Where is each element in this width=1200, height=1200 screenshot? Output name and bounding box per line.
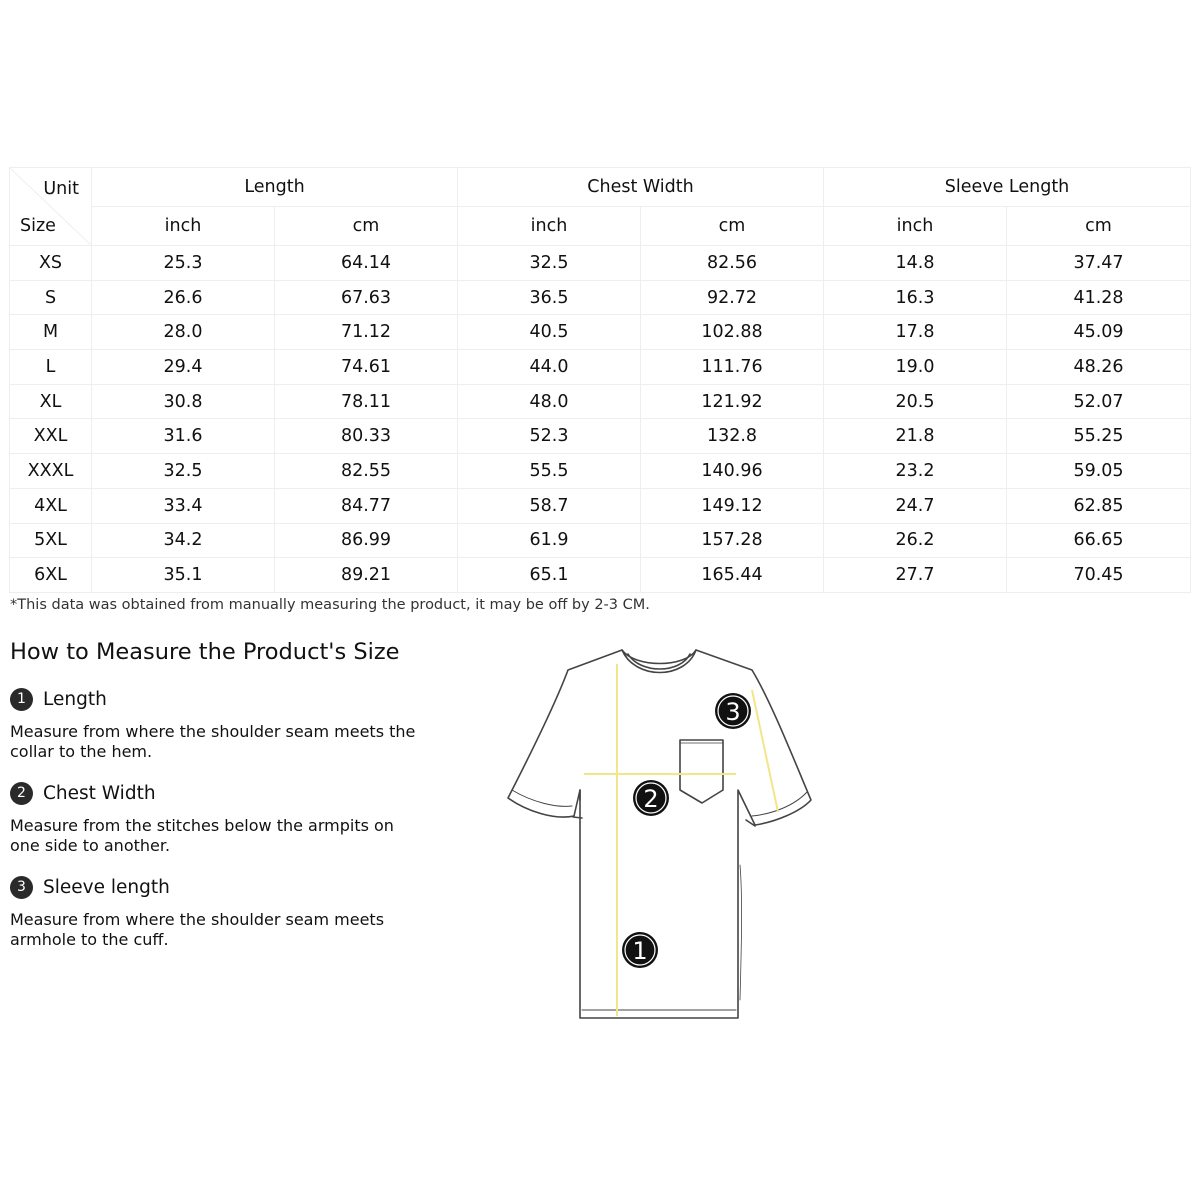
table-row [10,384,1191,419]
value-cell: 44.0 [458,350,641,385]
tshirt-outline [508,650,811,1018]
value-cell: 20.5 [824,384,1007,419]
value-cell: 82.56 [641,246,824,281]
size-cell: XXXL [10,454,92,489]
measure-step-length [10,686,450,762]
value-cell: 19.0 [824,350,1007,385]
unit-header: cm [1007,207,1191,246]
value-cell: 140.96 [641,454,824,489]
value-cell: 27.7 [824,558,1007,593]
value-cell: 40.5 [458,315,641,350]
size-cell: 4XL [10,488,92,523]
corner-unit-label: Unit [43,179,79,199]
value-cell: 35.1 [92,558,275,593]
unit-header: inch [92,207,275,246]
value-cell: 67.63 [275,280,458,315]
value-cell: 78.11 [275,384,458,419]
value-cell: 21.8 [824,419,1007,454]
marker-1-label: 1 [632,937,648,965]
unit-header: inch [824,207,1007,246]
value-cell: 66.65 [1007,523,1191,558]
tshirt-measurement-diagram [500,640,820,1030]
unit-header: inch [458,207,641,246]
group-header-sleeve-length: Sleeve Length [824,168,1191,207]
table-row [10,315,1191,350]
value-cell: 61.9 [458,523,641,558]
value-cell: 36.5 [458,280,641,315]
value-cell: 30.8 [92,384,275,419]
value-cell: 121.92 [641,384,824,419]
value-cell: 24.7 [824,488,1007,523]
table-group-header-row [10,168,1191,207]
value-cell: 14.8 [824,246,1007,281]
marker-2-label: 2 [643,785,659,813]
step-heading [10,780,450,806]
value-cell: 84.77 [275,488,458,523]
value-cell: 65.1 [458,558,641,593]
table-row [10,454,1191,489]
step-description: Measure from where the shoulder seam meets the collar to the hem. [10,722,416,761]
value-cell: 52.07 [1007,384,1191,419]
step-description: Measure from where the shoulder seam meets armhole to the cuff. [10,910,385,949]
value-cell: 26.2 [824,523,1007,558]
group-header-chest-width: Chest Width [458,168,824,207]
measure-step-chest-width [10,780,450,856]
corner-size-label: Size [20,216,56,236]
value-cell: 33.4 [92,488,275,523]
size-cell: L [10,350,92,385]
value-cell: 71.12 [275,315,458,350]
value-cell: 52.3 [458,419,641,454]
value-cell: 45.09 [1007,315,1191,350]
unit-header: cm [641,207,824,246]
sleeve-length-guide-line [752,690,778,812]
value-cell: 55.5 [458,454,641,489]
step-title: Chest Width [43,782,156,804]
size-cell: XL [10,384,92,419]
value-cell: 23.2 [824,454,1007,489]
size-cell: M [10,315,92,350]
size-cell: S [10,280,92,315]
measure-section-title: How to Measure the Product's Size [10,639,400,665]
table-row [10,488,1191,523]
value-cell: 34.2 [92,523,275,558]
value-cell: 37.47 [1007,246,1191,281]
unit-header: cm [275,207,458,246]
table-row [10,558,1191,593]
step-heading [10,874,450,900]
value-cell: 165.44 [641,558,824,593]
measure-step-sleeve-length [10,874,450,950]
table-unit-header-row [10,207,1191,246]
table-row [10,246,1191,281]
value-cell: 70.45 [1007,558,1191,593]
value-cell: 102.88 [641,315,824,350]
measurement-note: *This data was obtained from manually measuring the product, it may be off by 2-3 CM. [10,597,650,613]
step-title: Length [43,688,107,710]
value-cell: 82.55 [275,454,458,489]
group-header-length: Length [92,168,458,207]
value-cell: 28.0 [92,315,275,350]
value-cell: 62.85 [1007,488,1191,523]
value-cell: 29.4 [92,350,275,385]
value-cell: 55.25 [1007,419,1191,454]
value-cell: 16.3 [824,280,1007,315]
value-cell: 132.8 [641,419,824,454]
size-cell: XS [10,246,92,281]
size-cell: 5XL [10,523,92,558]
value-cell: 149.12 [641,488,824,523]
size-cell: XXL [10,419,92,454]
value-cell: 86.99 [275,523,458,558]
value-cell: 59.05 [1007,454,1191,489]
step-title: Sleeve length [43,876,170,898]
value-cell: 111.76 [641,350,824,385]
value-cell: 26.6 [92,280,275,315]
value-cell: 41.28 [1007,280,1191,315]
value-cell: 48.0 [458,384,641,419]
value-cell: 32.5 [92,454,275,489]
table-row [10,523,1191,558]
table-row [10,419,1191,454]
marker-3 [715,693,751,729]
step-heading [10,686,450,712]
marker-2 [633,780,669,816]
value-cell: 80.33 [275,419,458,454]
table-corner-cell [10,168,92,246]
step-description: Measure from the stitches below the armpits on one side to another. [10,816,394,855]
step-number-badge: 2 [10,782,33,805]
table-row [10,280,1191,315]
marker-3-label: 3 [725,698,741,726]
value-cell: 31.6 [92,419,275,454]
value-cell: 58.7 [458,488,641,523]
size-cell: 6XL [10,558,92,593]
value-cell: 74.61 [275,350,458,385]
value-cell: 25.3 [92,246,275,281]
value-cell: 89.21 [275,558,458,593]
value-cell: 17.8 [824,315,1007,350]
value-cell: 92.72 [641,280,824,315]
table-row [10,350,1191,385]
marker-1 [622,932,658,968]
value-cell: 64.14 [275,246,458,281]
step-number-badge: 3 [10,876,33,899]
size-chart-table [9,167,1191,593]
table-body [10,246,1191,593]
step-number-badge: 1 [10,688,33,711]
value-cell: 32.5 [458,246,641,281]
value-cell: 157.28 [641,523,824,558]
value-cell: 48.26 [1007,350,1191,385]
